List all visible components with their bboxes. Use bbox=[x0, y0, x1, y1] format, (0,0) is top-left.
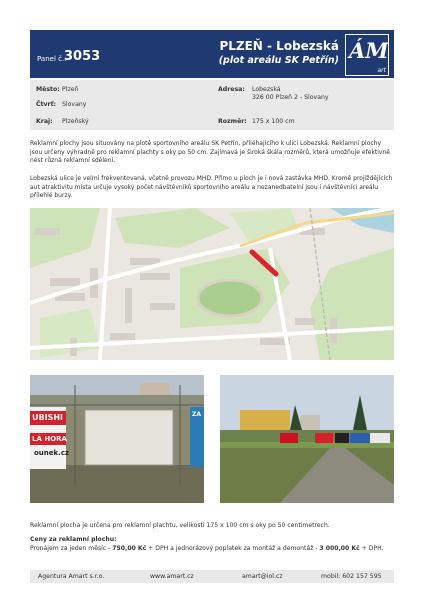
installation-price: 3 000,00 Kč bbox=[319, 545, 360, 552]
region-value: Plzeňský bbox=[62, 118, 89, 125]
size-value: 175 x 100 cm bbox=[252, 118, 295, 125]
city-label: Město: bbox=[36, 86, 60, 93]
pricing-suffix: + DPH. bbox=[359, 545, 384, 552]
address-line1: Lobezská bbox=[252, 86, 281, 93]
monthly-price: 750,00 Kč bbox=[112, 545, 147, 552]
photo-fence-panel bbox=[30, 375, 204, 503]
info-box bbox=[30, 80, 394, 130]
page-subtitle: (plot areálu SK Petřín) bbox=[218, 55, 339, 66]
footer-bar bbox=[30, 570, 394, 583]
banner-text-2: LÁ HORA bbox=[32, 435, 67, 443]
banner-text-3: ounek.cz bbox=[34, 449, 70, 457]
address-line2: 326 00 Plzeň 2 - Slovany bbox=[252, 94, 329, 101]
district-label: Čtvrť: bbox=[36, 101, 57, 108]
logo-sub: art bbox=[377, 67, 386, 74]
footer-agency: Agentura Amart s.r.o. bbox=[38, 573, 105, 580]
footer-email-link[interactable]: amart@iol.cz bbox=[242, 573, 283, 580]
region-label: Kraj: bbox=[36, 118, 53, 125]
district-value: Slovany bbox=[62, 101, 87, 108]
pricing-middle: + DPH a jednorázový poplatek za montáž a demontáž - bbox=[146, 545, 320, 552]
panel-number: 3053 bbox=[64, 49, 101, 64]
photo2-graphic bbox=[220, 375, 394, 503]
map-graphic bbox=[30, 208, 394, 360]
paragraph-1: Reklamní plochy jsou situovány na plotě sportovního areálu SK Petřín, přiléhajícího k ulici Lobezská. Reklamní plochy jsou určeny výhradně pro reklamní plachty s oky po 50 cm. Zajímavá je široká škála rozměrů, která umožňuje efektivně nést různá reklamní sdělení. bbox=[30, 140, 390, 165]
footer-mobile: mobil: 602 157 595 bbox=[321, 573, 382, 580]
photo-street-view bbox=[220, 375, 394, 503]
paragraph-2: Lobezská ulice je velmi frekventovaná, včetně provozu MHD. Přímo u ploch je i nová zastávka MHD. Kromě projíždějících aut atraktivitu místa určuje vysoký počet návštěvníků sportovního areálu a nezanedbatelní jsou i návštěvníci areálu přilehlé burzy. bbox=[30, 175, 393, 200]
footer-web-link[interactable]: www.amart.cz bbox=[150, 573, 194, 580]
city-value: Plzeň bbox=[62, 86, 79, 93]
location-map[interactable] bbox=[30, 208, 394, 360]
panel-description: Reklamní plocha je určena pro reklamní plachtu, velikosti 175 x 100 cm s oky po 50 centimetrech. bbox=[30, 522, 330, 529]
amart-logo bbox=[345, 34, 389, 76]
pricing-heading: Ceny za reklamní plochu: bbox=[30, 536, 117, 543]
panel-label: Panel č.: bbox=[37, 55, 67, 63]
pricing-line bbox=[30, 545, 394, 552]
header-bar bbox=[30, 30, 394, 78]
size-label: Rozměr: bbox=[218, 118, 247, 125]
banner-text-4: ZA bbox=[192, 411, 201, 418]
pricing-prefix: Pronájem za jeden měsíc - bbox=[30, 545, 113, 552]
page-title: PLZEŇ - Lobezská bbox=[219, 39, 339, 53]
logo-text: ÁM bbox=[349, 38, 389, 63]
address-label: Adresa: bbox=[218, 86, 245, 93]
banner-text-1: UBISHI bbox=[32, 413, 64, 422]
